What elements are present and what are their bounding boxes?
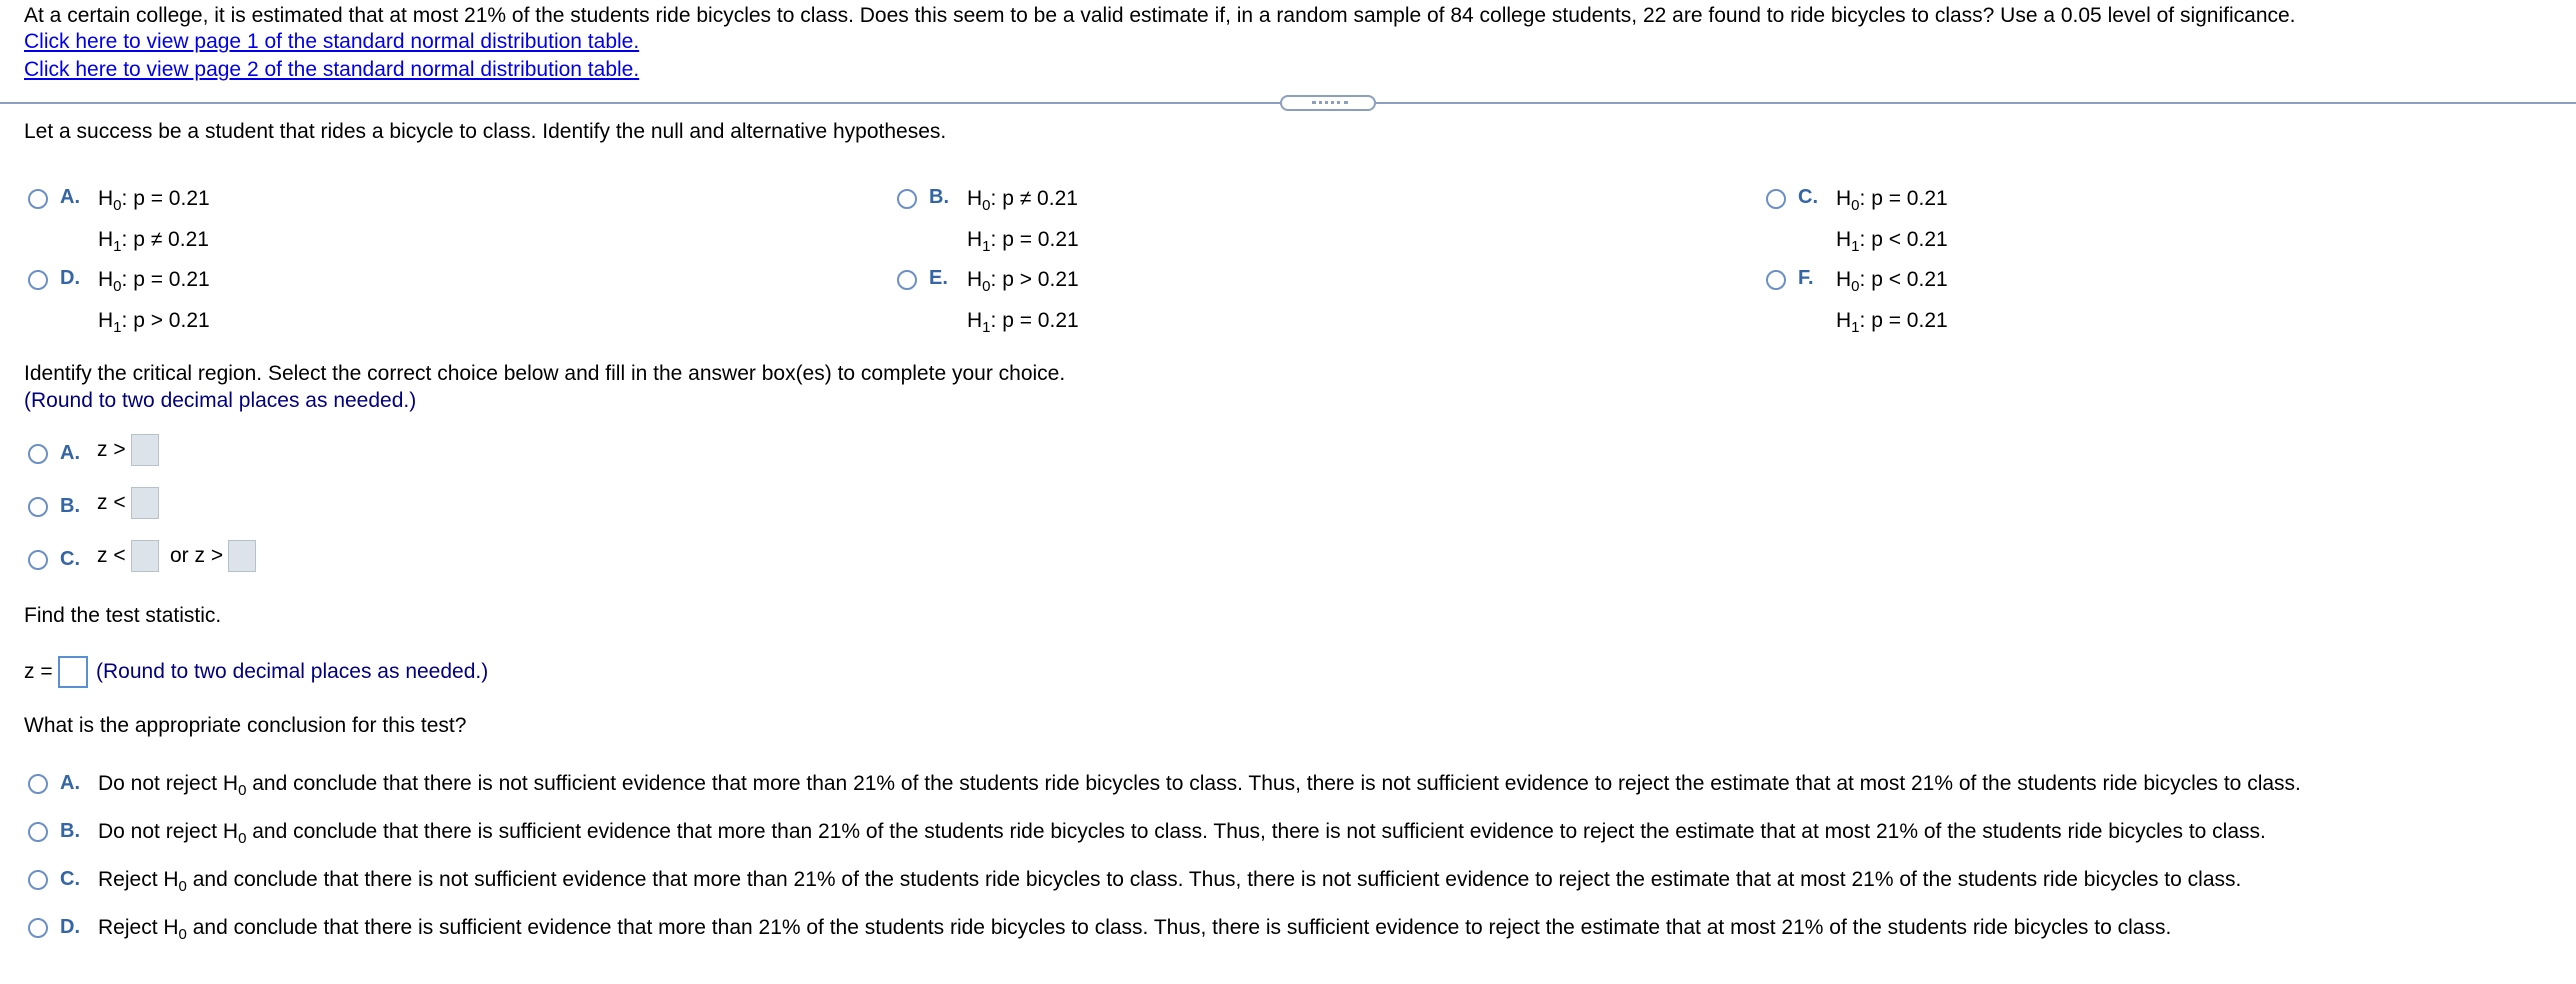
hypothesis-option-d-letter: D. [60, 267, 80, 289]
critical-option-a-label: z > [97, 438, 126, 461]
conclusion-option-b-radio[interactable] [28, 822, 48, 842]
hypothesis-option-c-radio[interactable] [1766, 189, 1786, 209]
hypothesis-option-b-text: $H_0$: p ≠ 0.21 $H_1$: p = 0.21 [967, 187, 1079, 256]
test-statistic-prompt: Find the test statistic. [24, 604, 222, 627]
conclusion-option-a-text: Do not reject $H_0$ and conclude that there is not sufficient evidence that more than 21% of the students ride bicycles to class. Thus, there is not sufficient evidence to reject the estimate that at most 21% of the students ride bicycles to class. [98, 772, 2301, 800]
conclusion-option-d-radio[interactable] [28, 918, 48, 938]
conclusion-option-a-letter: A. [60, 772, 80, 794]
critical-option-b-label: z < [97, 491, 126, 514]
table-link-page-1[interactable]: Click here to view page 1 of the standard normal distribution table. [24, 30, 640, 53]
hypothesis-option-f-letter: F. [1798, 267, 1814, 289]
test-statistic-input[interactable] [58, 656, 88, 688]
critical-option-c-radio[interactable] [28, 550, 48, 570]
hypothesis-option-a-letter: A. [60, 186, 80, 208]
hypothesis-option-c-letter: C. [1798, 186, 1818, 208]
conclusion-option-b-letter: B. [60, 820, 80, 842]
hypothesis-option-c-text: $H_0$: p = 0.21 $H_1$: p < 0.21 [1836, 187, 1948, 256]
critical-option-b-letter: B. [60, 495, 80, 517]
hypotheses-prompt: Let a success be a student that rides a bicycle to class. Identify the null and alternative hypotheses. [24, 120, 947, 143]
hypothesis-option-d-text: $H_0$: p = 0.21 $H_1$: p > 0.21 [98, 268, 210, 337]
critical-option-c-label-upper: or z > [170, 544, 224, 567]
hypothesis-option-a-text: $H_0$: p = 0.21 $H_1$: p ≠ 0.21 [98, 187, 210, 256]
conclusion-option-c-letter: C. [60, 868, 80, 890]
critical-option-b-input[interactable] [131, 487, 159, 519]
expand-collapse-handle[interactable] [1280, 95, 1376, 111]
conclusion-option-d-letter: D. [60, 916, 80, 938]
conclusion-option-c-text: Reject $H_0$ and conclude that there is not sufficient evidence that more than 21% of the students ride bicycles to class. Thus, there is not sufficient evidence to reject the estimate that at most 21% of the students ride bicycles to class. [98, 868, 2242, 896]
test-statistic-note: (Round to two decimal places as needed.) [96, 660, 489, 683]
critical-option-a-letter: A. [60, 442, 80, 464]
hypothesis-option-f-radio[interactable] [1766, 270, 1786, 290]
conclusion-option-c-radio[interactable] [28, 870, 48, 890]
hypothesis-option-f-text: $H_0$: p < 0.21 $H_1$: p = 0.21 [1836, 268, 1948, 337]
test-statistic-label: z = [24, 660, 53, 683]
critical-option-a-input[interactable] [131, 434, 159, 466]
conclusion-option-d-text: Reject $H_0$ and conclude that there is sufficient evidence that more than 21% of the students ride bicycles to class. Thus, there is sufficient evidence to reject the estimate that at most 21% of the students ride bicycles to class. [98, 916, 2172, 944]
critical-region-prompt: Identify the critical region. Select the correct choice below and fill in the answer box(es) to complete your choice. [24, 362, 1066, 385]
critical-region-note: (Round to two decimal places as needed.) [24, 389, 417, 412]
hypothesis-option-e-letter: E. [929, 267, 948, 289]
critical-option-c-label-lower: z < [97, 544, 126, 567]
hypothesis-option-b-radio[interactable] [897, 189, 917, 209]
table-link-page-2[interactable]: Click here to view page 2 of the standard normal distribution table. [24, 58, 640, 81]
question-text: At a certain college, it is estimated that at most 21% of the students ride bicycles to class. Does this seem to be a valid estimate if, in a random sample of 84 college students, 22 are found to ride bicycles to class? Use a 0.05 level of significance. [24, 4, 2296, 27]
critical-option-c-letter: C. [60, 548, 80, 570]
hypothesis-option-a-radio[interactable] [28, 189, 48, 209]
hypothesis-option-e-radio[interactable] [897, 270, 917, 290]
critical-option-b-radio[interactable] [28, 497, 48, 517]
critical-option-c-input-upper[interactable] [228, 540, 256, 572]
conclusion-prompt: What is the appropriate conclusion for this test? [24, 714, 467, 737]
conclusion-option-a-radio[interactable] [28, 774, 48, 794]
hypothesis-option-b-letter: B. [929, 186, 949, 208]
critical-option-c-input-lower[interactable] [131, 540, 159, 572]
hypothesis-option-d-radio[interactable] [28, 270, 48, 290]
hypothesis-option-e-text: $H_0$: p > 0.21 $H_1$: p = 0.21 [967, 268, 1079, 337]
critical-option-a-radio[interactable] [28, 444, 48, 464]
conclusion-option-b-text: Do not reject $H_0$ and conclude that there is sufficient evidence that more than 21% of the students ride bicycles to class. Thus, there is not sufficient evidence to reject the estimate that at most 21% of the students ride bicycles to class. [98, 820, 2266, 848]
